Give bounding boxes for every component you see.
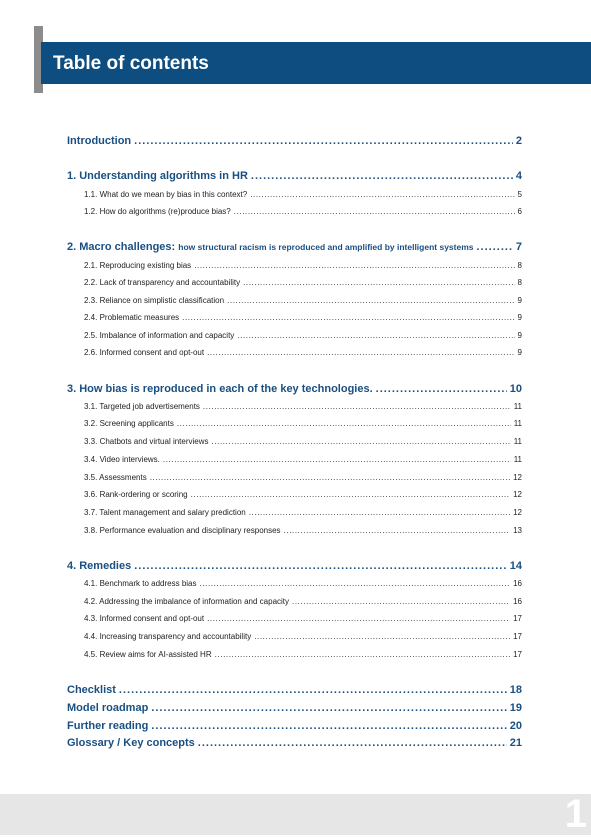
- toc-entry-page: 2: [515, 135, 522, 147]
- toc-entry-title: 3.4. Video interviews.: [84, 455, 160, 464]
- dot-leader: [477, 239, 513, 255]
- toc-entry-page: 9: [517, 348, 522, 357]
- toc-entry-title: 2.4. Problematic measures: [84, 313, 180, 322]
- toc-entry-title: 1. Understanding algorithms in HR: [67, 170, 248, 182]
- toc-entry-title-main: 2. Macro challenges:: [67, 241, 176, 253]
- toc-entry-page: 11: [513, 419, 522, 428]
- toc-entry-title: 4.4. Increasing transparency and accountability: [84, 632, 252, 641]
- footer-band: [0, 794, 591, 835]
- toc-entry-page: 11: [513, 455, 522, 464]
- toc-entry-glossary[interactable]: [67, 735, 522, 751]
- dot-leader: [212, 436, 511, 448]
- toc-entry-title: 3. How bias is reproduced in each of the key technologies.: [67, 383, 373, 395]
- dot-leader: [163, 454, 511, 466]
- dot-leader: [150, 472, 510, 484]
- toc-entry-page: 16: [513, 597, 522, 606]
- toc-entry-page: 17: [513, 614, 522, 623]
- dot-leader: [237, 330, 514, 342]
- toc-entry-page: 13: [513, 526, 522, 535]
- toc-entry-title: 4.2. Addressing the imbalance of information and capacity: [84, 597, 290, 606]
- toc-entry-3-1[interactable]: [84, 401, 522, 413]
- toc-entry-4-1[interactable]: [84, 578, 522, 590]
- toc-entry-page: 12: [513, 490, 522, 499]
- dot-leader: [376, 381, 507, 397]
- toc-entry-2-2[interactable]: [84, 277, 522, 289]
- dot-leader: [249, 507, 510, 519]
- dot-leader: [250, 189, 514, 201]
- toc-entry-page: 11: [513, 402, 522, 411]
- dot-leader: [292, 596, 510, 608]
- page-title: Table of contents: [53, 53, 209, 74]
- toc-entry-page: 9: [517, 331, 522, 340]
- toc-entry-page: 21: [509, 737, 522, 749]
- toc-entry-page: 18: [509, 684, 522, 696]
- toc-entry-title: 3.3. Chatbots and virtual interviews: [84, 437, 209, 446]
- toc-entry-page: 14: [509, 560, 522, 572]
- toc-entry-section-3[interactable]: [67, 381, 522, 397]
- page-number: 1: [564, 792, 587, 836]
- toc-entry-title: 3.8. Performance evaluation and disciplinary responses: [84, 526, 281, 535]
- dot-leader: [234, 206, 515, 218]
- toc-entry-3-4[interactable]: [84, 454, 522, 466]
- toc-entry-title: 4.5. Review aims for AI-assisted HR: [84, 650, 212, 659]
- dot-leader: [198, 735, 507, 751]
- toc-entry-section-4[interactable]: [67, 558, 522, 574]
- toc-entry-page: 10: [509, 383, 522, 395]
- toc-entry-2-6[interactable]: [84, 347, 522, 359]
- dot-leader: [251, 168, 513, 184]
- toc-entry-page: 20: [509, 720, 522, 732]
- toc-entry-4-3[interactable]: [84, 613, 522, 625]
- toc-entry-page: 7: [515, 241, 522, 253]
- toc-entry-page: 9: [517, 296, 522, 305]
- toc-entry-2-4[interactable]: [84, 312, 522, 324]
- toc-entry-page: 19: [509, 702, 522, 714]
- toc-entry-page: 5: [517, 190, 522, 199]
- toc-entry-4-5[interactable]: [84, 649, 522, 661]
- toc-entry-title: 3.1. Targeted job advertisements: [84, 402, 200, 411]
- dot-leader: [134, 133, 513, 149]
- toc-entry-title: 2.2. Lack of transparency and accountability: [84, 278, 241, 287]
- dot-leader: [207, 613, 510, 625]
- toc-entry-2-5[interactable]: [84, 330, 522, 342]
- toc-entry-title: 2.6. Informed consent and opt-out: [84, 348, 205, 357]
- toc-entry-title: 3.2. Screening applicants: [84, 419, 174, 428]
- toc-entry-title-suffix: how structural racism is reproduced and amplified by intelligent systems: [178, 242, 474, 252]
- toc-entry-4-4[interactable]: [84, 631, 522, 643]
- dot-leader: [182, 312, 514, 324]
- toc-entry-1-2[interactable]: [84, 206, 522, 218]
- dot-leader: [243, 277, 514, 289]
- dot-leader: [134, 558, 507, 574]
- toc-entry-3-7[interactable]: [84, 507, 522, 519]
- toc-entry-title: 3.7. Talent management and salary prediction: [84, 508, 246, 517]
- dot-leader: [227, 295, 514, 307]
- toc-entry-title: 2.3. Reliance on simplistic classification: [84, 296, 225, 305]
- toc-entry-page: 9: [517, 313, 522, 322]
- toc-entry-page: 17: [513, 632, 522, 641]
- toc-entry-title: Checklist: [67, 684, 116, 696]
- toc-entry-title: 4. Remedies: [67, 560, 132, 572]
- toc-entry-page: 6: [517, 207, 522, 216]
- toc-entry-3-2[interactable]: [84, 418, 522, 430]
- dot-leader: [119, 682, 507, 698]
- toc-entry-1-1[interactable]: [84, 189, 522, 201]
- dot-leader: [284, 525, 511, 537]
- toc-entry-page: 17: [513, 650, 522, 659]
- toc-entry-3-8[interactable]: [84, 525, 522, 537]
- dot-leader: [254, 631, 510, 643]
- toc-entry-2-3[interactable]: [84, 295, 522, 307]
- toc-entry-page: 8: [517, 261, 522, 270]
- toc-entry-title: 1.2. How do algorithms (re)produce bias?: [84, 207, 231, 216]
- toc-entry-further-reading[interactable]: [67, 718, 522, 734]
- toc-entry-3-5[interactable]: [84, 472, 522, 484]
- toc-entry-title: 4.1. Benchmark to address bias: [84, 579, 197, 588]
- toc-entry-page: 11: [513, 437, 522, 446]
- toc-entry-title: 4.3. Informed consent and opt-out: [84, 614, 205, 623]
- toc-entry-introduction[interactable]: [67, 133, 522, 149]
- toc-entry-page: 4: [515, 170, 522, 182]
- dot-leader: [207, 347, 514, 359]
- dot-leader: [200, 578, 511, 590]
- toc-entry-page: 12: [513, 473, 522, 482]
- toc-entry-checklist[interactable]: [67, 682, 522, 698]
- toc-entry-title: 3.5. Assessments: [84, 473, 147, 482]
- toc-entry-title: [67, 239, 474, 255]
- toc-entry-page: 8: [517, 278, 522, 287]
- toc-entry-section-2[interactable]: [67, 239, 522, 255]
- dot-leader: [177, 418, 511, 430]
- toc-entry-section-1[interactable]: [67, 168, 522, 184]
- toc-entry-title: Glossary / Key concepts: [67, 737, 195, 749]
- toc-entry-title: Introduction: [67, 135, 132, 147]
- toc-entry-page: 16: [513, 579, 522, 588]
- dot-leader: [203, 401, 511, 413]
- toc-entry-page: 12: [513, 508, 522, 517]
- toc-entry-title: 3.6. Rank-ordering or scoring: [84, 490, 188, 499]
- toc-entry-3-3[interactable]: [84, 436, 522, 448]
- toc-entry-2-1[interactable]: [84, 260, 522, 272]
- toc-entry-title: 2.1. Reproducing existing bias: [84, 261, 192, 270]
- toc-entry-title: 2.5. Imbalance of information and capacity: [84, 331, 235, 340]
- toc-entry-3-6[interactable]: [84, 489, 522, 501]
- toc-entry-title: Further reading: [67, 720, 149, 732]
- toc-entry-4-2[interactable]: [84, 596, 522, 608]
- toc-entry-title: Model roadmap: [67, 702, 149, 714]
- dot-leader: [215, 649, 510, 661]
- dot-leader: [194, 260, 514, 272]
- dot-leader: [191, 489, 510, 501]
- toc-entry-model-roadmap[interactable]: [67, 700, 522, 716]
- dot-leader: [151, 718, 506, 734]
- dot-leader: [151, 700, 506, 716]
- toc-entry-title: 1.1. What do we mean by bias in this context?: [84, 190, 248, 199]
